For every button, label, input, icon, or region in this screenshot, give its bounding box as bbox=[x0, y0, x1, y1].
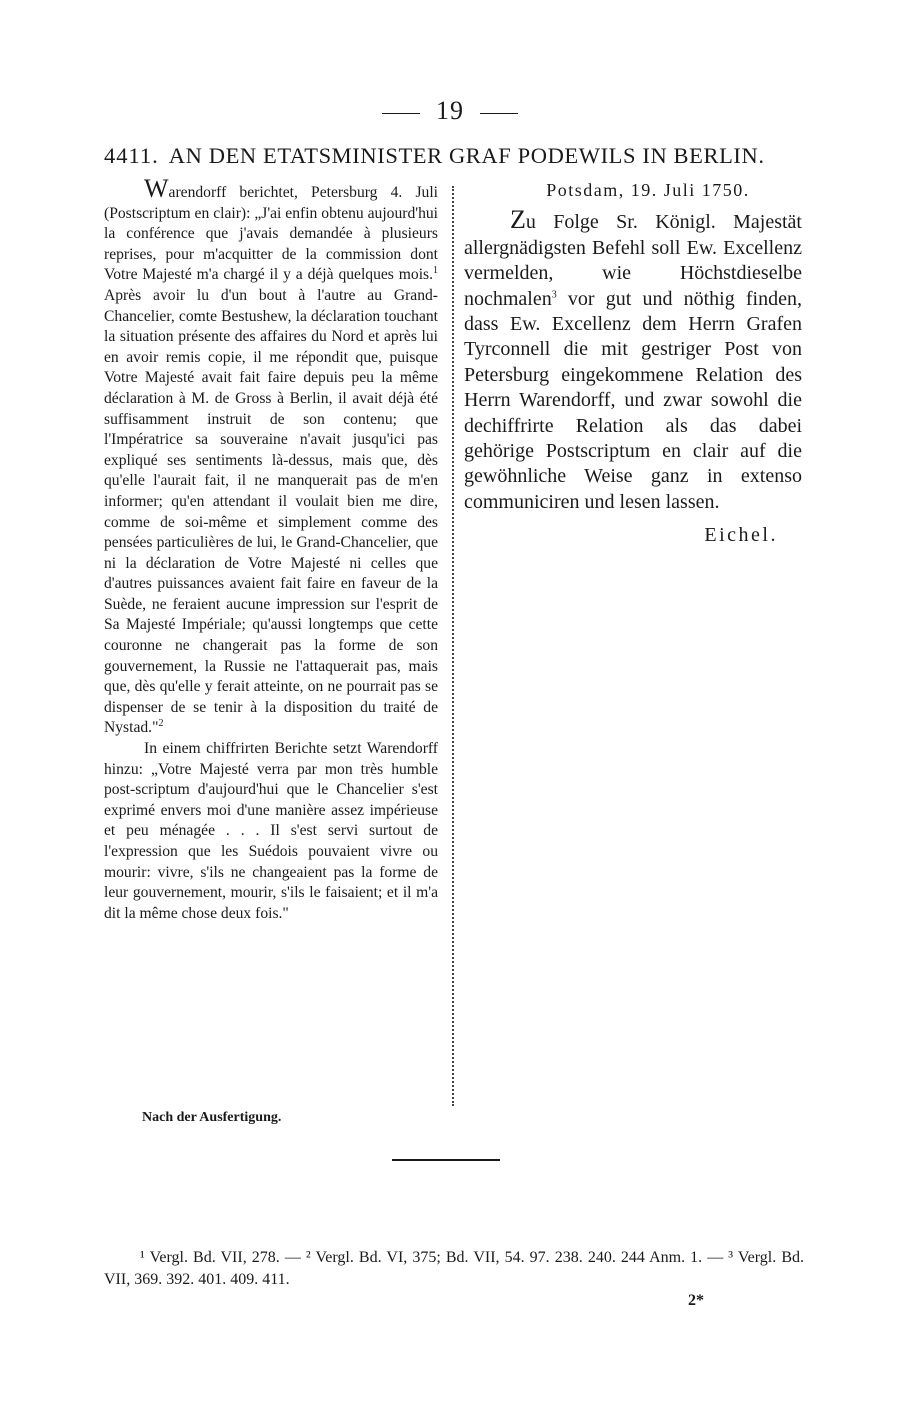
page-number bbox=[0, 96, 900, 126]
footnote-text: ¹ Vergl. Bd. VII, 278. — ² Vergl. Bd. VI, 375; Bd. VII, 54. 97. 238. 240. 244 Anm. 1. — ³ Vergl. Bd. VII, 369. 392. 401. 409. 411. bbox=[104, 1249, 804, 1288]
commentary-paragraph-2: In einem chiffrirten Berichte setzt Warendorff hinzu: „Votre Majesté verra par mon très humble post-scriptum d'aujourd'hui que le Chancelier s'est exprimé envers moi d'une manière assez impérieuse et peu ménagée . . . Il s'est servi surtout de l'expression que les Suédois pouvaient vivre ou mourir: vivre, s'ils ne changeaient pas la forme de leur gouvernement, mourir, s'ils le faisaient; et il m'a dit la même chose deux fois." bbox=[104, 740, 438, 922]
right-column-letter bbox=[464, 178, 802, 549]
letter-body-text-a: u Folge Sr. Königl. Majestät allergnädigsten Befehl soll Ew. Excellenz vermelden, wie Höchstdieselbe nochmalen bbox=[464, 211, 802, 310]
letter-number: 4411. bbox=[104, 143, 159, 168]
page-number-text: 19 bbox=[436, 96, 464, 125]
letter-body bbox=[464, 207, 802, 515]
letter-body-text-b: vor gut und nöthig finden, dass Ew. Excellenz dem Herrn Grafen Tyrconnell die mit gestriger Post von Petersburg eingekommene Relation des Herrn Warendorff, und zwar sowohl die dechiffrirte Relation als das dabei gehörige Postscriptum en clair auf die gewöhnliche Weise ganz in extenso communiciren und lesen lassen. bbox=[464, 287, 802, 513]
footnote-ref-3: 3 bbox=[551, 288, 557, 300]
footnote-ref-2: 2 bbox=[158, 718, 164, 730]
dateline: Potsdam, 19. Juli 1750. bbox=[546, 180, 750, 200]
footnotes bbox=[104, 1247, 804, 1291]
letter-title: AN DEN ETATSMINISTER GRAF PODEWILS IN BERLIN. bbox=[168, 143, 765, 168]
source-note: Nach der Ausfertigung. bbox=[142, 1110, 282, 1125]
commentary-text-1a: arendorff berichtet, Petersburg 4. Juli (Postscriptum en clair): „J'ai enfin obtenu aujourd'hui la conférence que j'avais demandée à plusieurs reprises, pour m'acquitter de la commission dont Votre Majesté m'a chargé il y a déjà quelques mois. bbox=[104, 184, 438, 284]
footnote-rule bbox=[392, 1159, 500, 1161]
commentary-text-1b: Après avoir lu d'un bout à l'autre au Grand-Chancelier, comte Bestushew, la déclaration touchant la situation présente des affaires du Nord et après lui en avoir remis copie, il me répondit que, puisque Votre Majesté avait fait faire depuis peu la même déclaration à M. de Gross à Berlin, il avait déjà été suffisamment instruit de son contenu; que l'Impératrice sa souveraine n'avait jusqu'ici pas expliqué ses sentiments là-dessus, mais que, dès qu'elle l'aurait fait, il ne manquerait pas de m'en informer; qu'en attendant il voulait bien me dire, comme de soi-même et simplement comme des pensées particulières de lui, le Grand-Chancelier, que ni la déclaration de Votre Majesté ni celles que d'autres puissances avaient fait faire en faveur de la Suède, ne feraient aucune impression sur l'esprit de Sa Majesté Impériale; qu'aussi longtemps que cette couronne ne changerait pas la forme de son gouvernement, la Russie ne l'attaquerait pas, mais que, dès qu'elle y ferait atteinte, on ne pourrait pas se dispenser de se tenir à la disposition du traité de Nystad." bbox=[104, 286, 438, 737]
signature: Eichel. bbox=[704, 524, 778, 547]
dropcap-letter: W bbox=[144, 174, 169, 203]
left-column-commentary bbox=[104, 174, 438, 924]
page-number-dash-right bbox=[480, 113, 518, 114]
page-number-dash-left bbox=[382, 113, 420, 114]
letter-heading bbox=[104, 143, 806, 169]
footnote-ref-1: 1 bbox=[433, 265, 438, 277]
commentary-paragraph-1 bbox=[104, 174, 438, 739]
column-divider bbox=[452, 186, 454, 1106]
initial-letter: Z bbox=[510, 205, 526, 235]
printer-signature-mark: 2* bbox=[688, 1292, 704, 1309]
